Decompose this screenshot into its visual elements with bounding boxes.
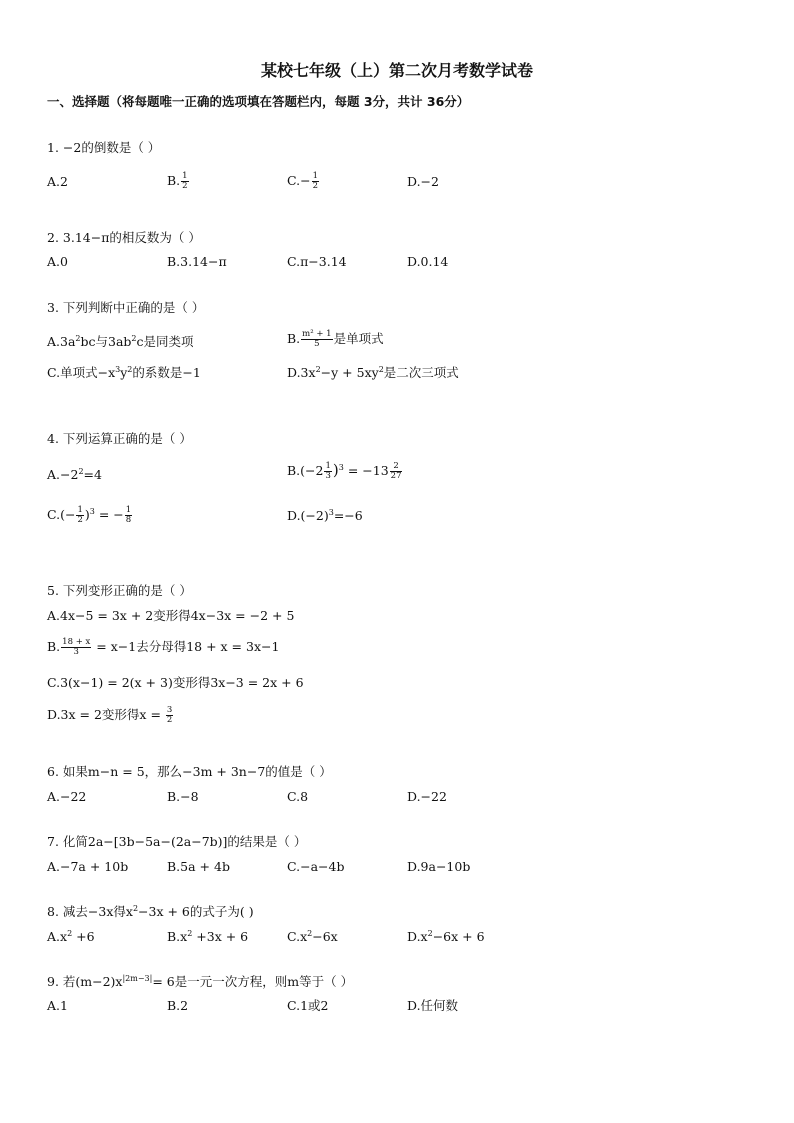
question-4-option-a: $A.-2^2=4$ [47, 466, 102, 482]
question-8-stem: 8. 减去−3x得$x^2-3x + 6$的式子为( ) [47, 903, 254, 919]
question-9-option-c: C.1或2 [287, 998, 329, 1013]
question-4-stem: 4. 下列运算正确的是（ ） [47, 431, 192, 446]
question-8-option-d: $D.x^2-6x + 6$ [407, 928, 485, 944]
question-1-option-c: C.− $\frac{1}{2}$ [287, 171, 318, 191]
question-8-option-a: $A.x^2 +6$ [47, 928, 95, 944]
question-5-stem: 5. 下列变形正确的是（ ） [47, 583, 192, 598]
question-9-stem: 9. 若$(m-2)x^{|2m-3|}= 6$是一元一次方程，则m等于（ ） [47, 973, 354, 989]
question-8-option-c: $C.x^2-6x$ [287, 928, 338, 944]
question-2-option-b: B.3.14−π [167, 254, 227, 269]
question-3-option-d: $D.3x^2-y + 5xy^2$是二次三项式 [287, 364, 459, 380]
question-3-stem: 3. 下列判断中正确的是（ ） [47, 300, 205, 315]
question-7-option-b: B.5a + 4b [167, 859, 230, 874]
question-2-stem: 2. 3.14−π的相反数为（ ） [47, 230, 201, 245]
question-7-stem: 7. 化简2a−[3b−5a−(2a−7b)]的结果是（ ） [47, 834, 307, 849]
question-3-option-b: B. $\frac{\text{m² + 1}}{5}$ 是单项式 [287, 329, 384, 349]
question-1-option-d: D.−2 [407, 174, 439, 189]
question-8-option-b: $B.x^2 +3x + 6$ [167, 928, 249, 944]
question-6-option-c: C.8 [287, 789, 309, 804]
question-1-option-b: B. $\frac{1}{2}$ [167, 171, 188, 191]
question-7-option-a: A.−7a + 10b [47, 859, 129, 874]
question-2-option-c: C.π−3.14 [287, 254, 347, 269]
question-1-stem: 1. −2的倒数是（ ） [47, 140, 161, 155]
question-2-option-a: A.0 [47, 254, 68, 269]
question-7-option-d: D.9a−10b [407, 859, 471, 874]
exam-title: 某校七年级（上）第二次月考数学试卷 [260, 61, 533, 80]
question-4-option-d: $D.(-2)^3=-6$ [287, 507, 363, 523]
question-5-option-c: C.3(x−1) = 2(x + 3)变形得3x−3 = 2x + 6 [47, 675, 304, 690]
question-6-option-a: A.−22 [47, 789, 87, 804]
question-1-option-a: A.2 [47, 174, 68, 189]
question-4-option-b: B.(−2 $\frac{1}{3}$ )$^3$ = −13 $\frac{2}{27}$ [287, 461, 402, 481]
question-4-option-c: C.(− $\frac{1}{2}$ )$^3$ = − $\frac{1}{8}$ [47, 505, 132, 525]
question-5-option-b: B. $\frac{18 + x}{3}$ = x−1去分母得18 + x = 3x−1 [47, 637, 280, 657]
question-5-option-d: D.3x = 2变形得x = $\frac{3}{2}$ [47, 705, 173, 725]
question-3-option-c: C.单项式$-x^3y^2$的系数是−1 [47, 364, 201, 380]
question-6-option-d: D.−22 [407, 789, 447, 804]
question-6-option-b: B.−8 [167, 789, 199, 804]
question-7-option-c: C.−a−4b [287, 859, 345, 874]
question-9-option-b: B.2 [167, 998, 189, 1013]
question-6-stem: 6. 如果m−n = 5，那么−3m + 3n−7的值是（ ） [47, 764, 332, 779]
question-5-option-a: A.4x−5 = 3x + 2变形得4x−3x = −2 + 5 [47, 608, 295, 623]
section-heading: 一、选择题（将每题唯一正确的选项填在答题栏内，每题 3分，共计 36分） [47, 94, 470, 109]
question-2-option-d: D.0.14 [407, 254, 449, 269]
question-9-option-d: D.任何数 [407, 998, 459, 1013]
question-9-option-a: A.1 [47, 998, 68, 1013]
question-3-option-a: $A.3a^2bc$与$3ab^2c$是同类项 [47, 333, 194, 349]
